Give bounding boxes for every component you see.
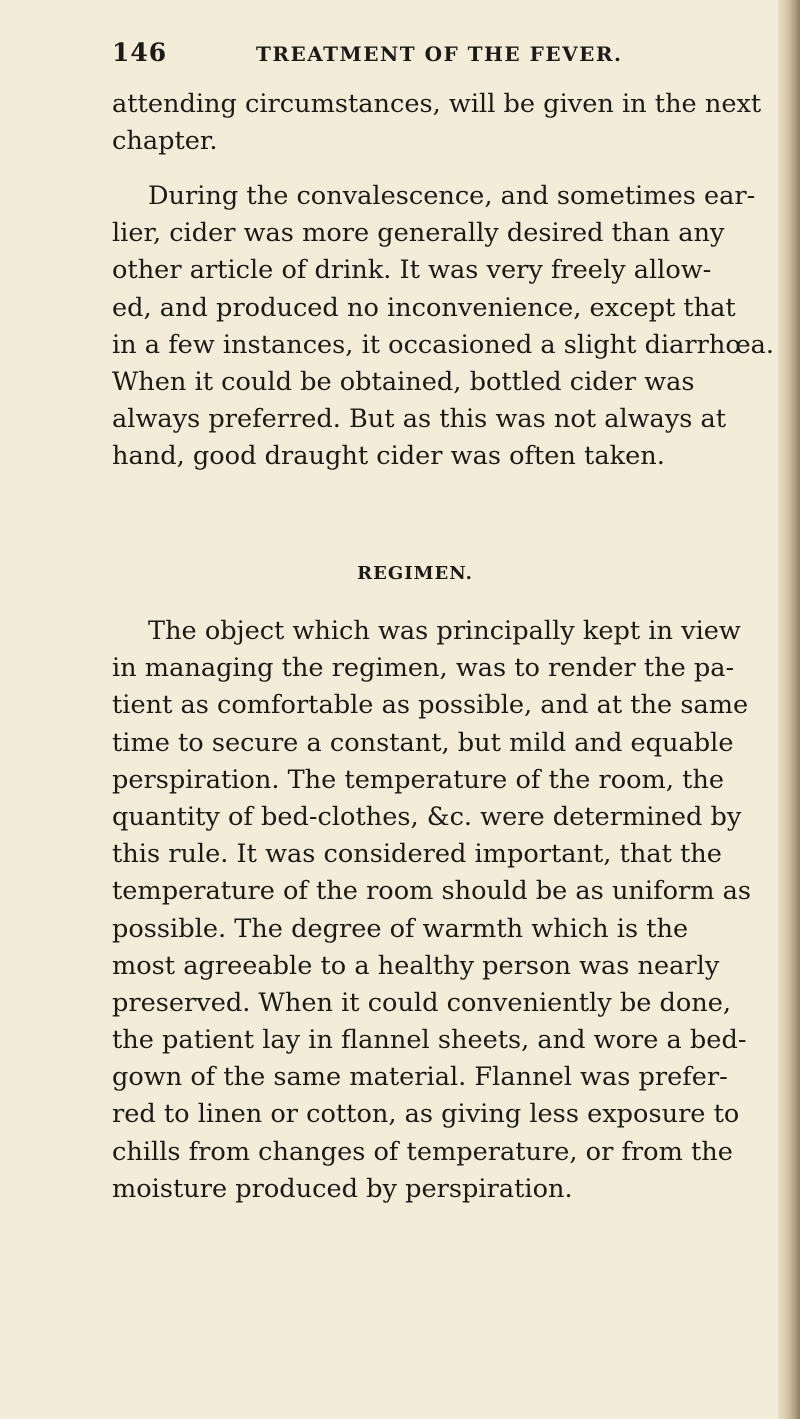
text-line: red to linen or cotton, as giving less exposure to — [112, 1099, 740, 1130]
text-line: When it could be obtained, bottled cider was — [112, 366, 695, 397]
text-line: other article of drink. It was very freely allow- — [112, 255, 712, 286]
text-line: time to secure a constant, but mild and equable — [112, 727, 734, 758]
paragraph-regimen — [112, 613, 752, 1208]
text-line: tient as comfortable as possible, and at the same — [112, 690, 749, 721]
text-line: quantity of bed-clothes, &c. were determined by — [112, 801, 742, 832]
running-title: TREATMENT OF THE FEVER. — [256, 42, 623, 66]
running-head — [112, 38, 692, 78]
section-heading: REGIMEN. — [357, 563, 473, 584]
text-line: The object which was principally kept in view — [148, 616, 741, 646]
text-line: the patient lay in flannel sheets, and wore a bed- — [112, 1025, 747, 1056]
paragraph-cider — [112, 178, 775, 476]
text-line: preserved. When it could conveniently be done, — [112, 987, 732, 1018]
text-line: moisture produced by perspiration. — [112, 1173, 573, 1204]
text-line: lier, cider was more generally desired than any — [112, 218, 725, 249]
text-line: perspiration. The temperature of the room, the — [112, 764, 725, 795]
text-line: ed, and produced no inconvenience, except that — [112, 292, 736, 323]
text-line: possible. The degree of warmth which is the — [112, 913, 689, 944]
text-line: gown of the same material. Flannel was prefer- — [112, 1062, 728, 1093]
text-line: chills from changes of temperature, or from the — [112, 1136, 733, 1167]
text-line: always preferred. But as this was not always at — [112, 404, 727, 435]
text-line: in managing the regimen, was to render the pa- — [112, 653, 735, 684]
text-line: chapter. — [112, 126, 218, 157]
text-line: this rule. It was considered important, that the — [112, 839, 722, 870]
text-line: in a few instances, it occasioned a slight diarrhœa. — [112, 329, 775, 360]
text-line: attending circumstances, will be given in the next — [112, 89, 762, 119]
text-line: most agreeable to a healthy person was nearly — [112, 950, 720, 981]
paragraph-continuation — [112, 86, 762, 160]
text-line: temperature of the room should be as uniform as — [112, 876, 752, 907]
text-line: During the convalescence, and sometimes ear- — [148, 181, 756, 211]
page-edge-shadow — [778, 0, 800, 1419]
text-line: hand, good draught cider was often taken. — [112, 441, 665, 472]
page-number: 146 — [112, 38, 168, 67]
